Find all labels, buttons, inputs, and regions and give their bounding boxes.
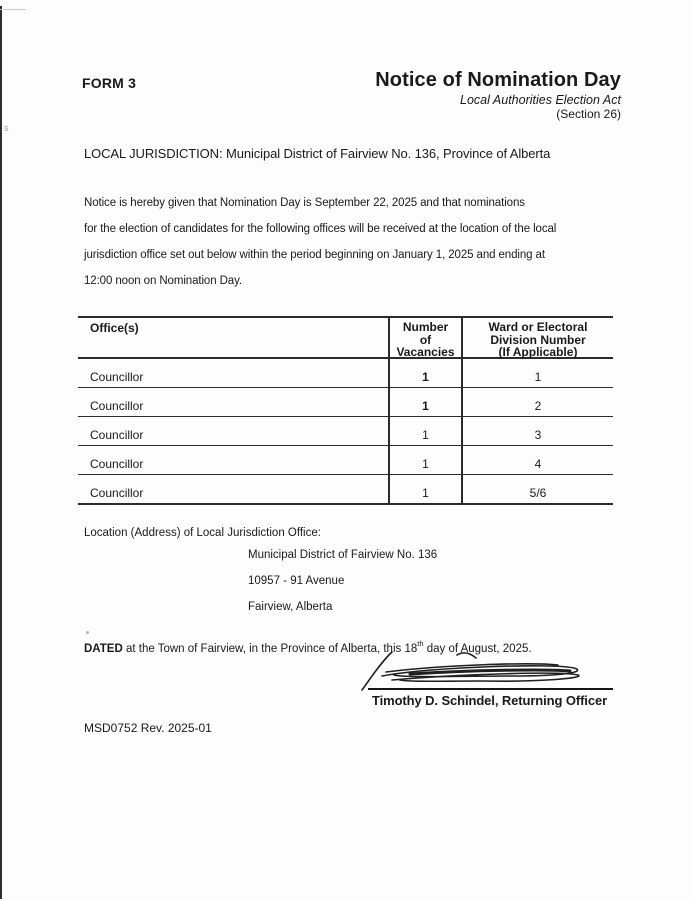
office-cell: Councillor [90,457,144,471]
table-row [78,475,613,505]
scan-edge-artifact [0,6,2,899]
address-line: Fairview, Alberta [248,601,333,613]
column-header-ward: Ward or Electoral Division Number (If Applicable) [488,320,588,359]
vacancies-cell: 1 [388,388,463,416]
address-line: Municipal District of Fairview No. 136 [248,549,438,561]
ward-cell: 4 [534,457,542,471]
vacancies-table [78,316,613,505]
form-number: FORM 3 [82,75,137,91]
notice-paragraph-line: Notice is hereby given that Nomination Day is September 22, 2025 and that nominations [84,197,525,209]
dated-label: DATED [84,643,123,655]
vacancies-cell: 1 [388,446,463,474]
document-title: Notice of Nomination Day [375,69,621,91]
vacancies-cell: 1 [388,475,463,503]
ward-cell: 1 [534,370,542,384]
office-cell: Councillor [90,486,144,500]
table-row [78,417,613,446]
notice-paragraph-line: 12:00 noon on Nomination Day. [84,275,242,287]
vacancies-cell: 1 [388,417,463,445]
office-cell: Councillor [90,399,144,413]
table-row [78,446,613,475]
table-row [78,388,613,417]
local-jurisdiction-line: LOCAL JURISDICTION: Municipal District of Fairview No. 136, Province of Alberta [84,146,551,161]
returning-officer-name: Timothy D. Schindel, Returning Officer [372,693,608,708]
dated-line: DATED at the Town of Fairview, in the Province of Alberta, this 18th day of August, 2025. [84,639,532,655]
table-row [78,359,613,388]
office-cell: Councillor [90,428,144,442]
signature-scribble-icon [352,649,617,691]
scan-mark-artifact: s [4,123,9,133]
column-header-offices: Office(s) [90,321,139,335]
table-header-row [78,318,613,359]
scan-line-artifact [0,9,26,10]
address-line: 10957 - 91 Avenue [248,575,345,587]
scan-dot-artifact [86,631,89,634]
act-name: Local Authorities Election Act [460,93,621,107]
column-header-vacancies: Number of Vacancies [388,318,463,357]
ward-cell: 3 [534,428,542,442]
section-reference: (Section 26) [556,107,621,121]
ward-cell: 5/6 [529,486,547,500]
ward-cell: 2 [534,399,542,413]
location-label: Location (Address) of Local Jurisdiction Office: [84,527,321,539]
office-cell: Councillor [90,370,144,384]
notice-paragraph-line: jurisdiction office set out below within the period beginning on January 1, 2025 and ending at [84,249,545,261]
signature-line [368,688,613,690]
form-revision-code: MSD0752 Rev. 2025-01 [84,721,212,735]
vacancies-cell: 1 [388,359,463,387]
notice-paragraph-line: for the election of candidates for the following offices will be received at the location of the local [84,223,557,235]
